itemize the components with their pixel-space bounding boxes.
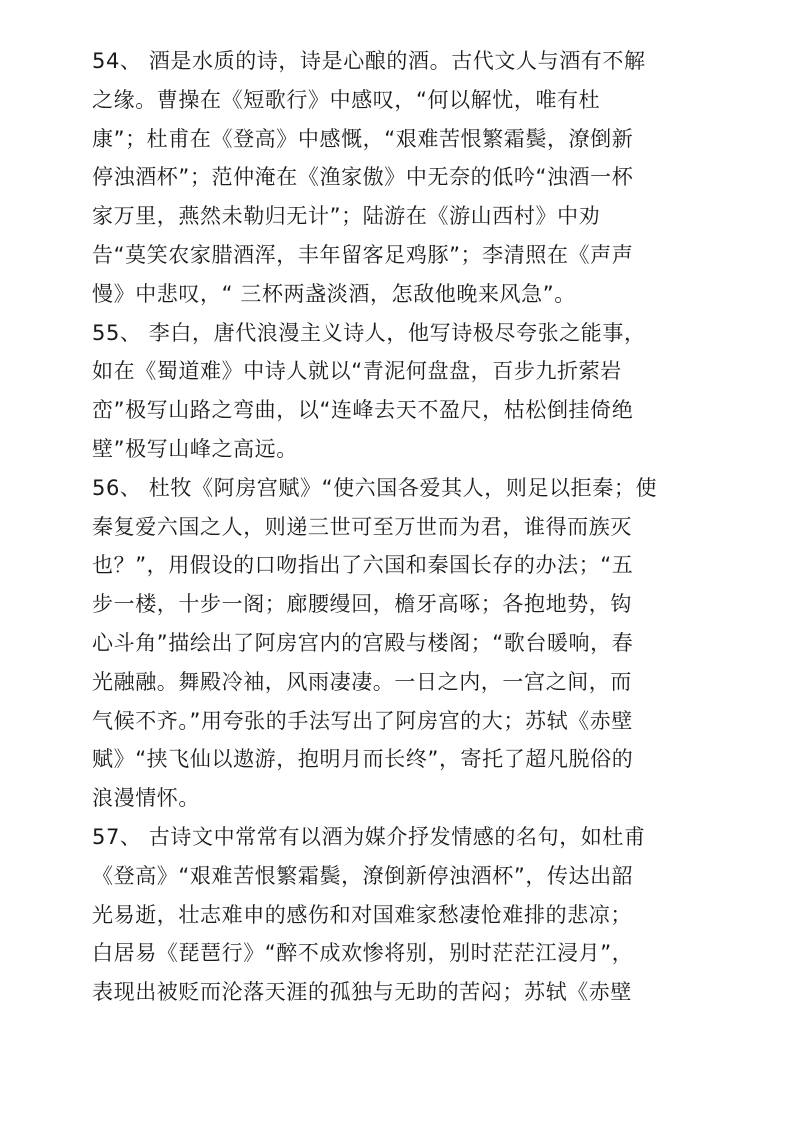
text-line: 秦复爱六国之人，则递三世可至万世而为君，谁得而族灭 xyxy=(92,514,632,539)
document-page xyxy=(92,42,712,1012)
text-line: 表现出被贬而沦落天涯的孤独与无助的苦闷；苏轼《赤壁 xyxy=(92,980,632,1005)
text-line: 浪漫情怀。 xyxy=(92,786,200,811)
text-line: 光易逝，壮志难申的感伤和对国难家愁凄怆难排的悲凉； xyxy=(92,902,632,927)
text-line: 也？”，用假设的口吻指出了六国和秦国长存的办法；“五 xyxy=(92,553,634,578)
text-line: 《登高》“艰难苦恨繁霜鬓，潦倒新停浊酒杯”，传达出韶 xyxy=(92,863,634,888)
text-line: 步一楼，十步一阁；廊腰缦回，檐牙高啄；各抱地势，钩 xyxy=(92,592,632,617)
text-line: 停浊酒杯”；范仲淹在《渔家傲》中无奈的低吟“浊酒一杯 xyxy=(92,165,634,190)
text-line: 56、 杜牧《阿房宫赋》“使六国各爱其人，则足以拒秦；使 xyxy=(92,475,658,500)
text-line: 告“莫笑农家腊酒浑，丰年留客足鸡豚”；李清照在《声声 xyxy=(92,242,634,267)
text-line: 如在《蜀道难》中诗人就以“青泥何盘盘，百步九折萦岩 xyxy=(92,359,622,384)
text-line: 白居易《琵琶行》“醉不成欢惨将别，别时茫茫江浸月”， xyxy=(92,941,634,966)
text-line: 峦”极写山路之弯曲，以“连峰去天不盈尺，枯松倒挂倚绝 xyxy=(92,398,634,423)
text-line: 57、 古诗文中常常有以酒为媒介抒发情感的名句，如杜甫 xyxy=(92,824,646,849)
text-line: 心斗角”描绘出了阿房宫内的宫殿与楼阁；“歌台暖响，春 xyxy=(92,630,634,655)
text-line: 康”；杜甫在《登高》中感慨，“艰难苦恨繁霜鬓，潦倒新 xyxy=(92,126,634,151)
text-line: 赋》“挟飞仙以遨游，抱明月而长终”，寄托了超凡脱俗的 xyxy=(92,747,634,772)
text-line: 55、 李白，唐代浪漫主义诗人，他写诗极尽夸张之能事， xyxy=(92,320,646,345)
text-line: 光融融。舞殿冷袖，风雨凄凄。一日之内，一宫之间，而 xyxy=(92,669,632,694)
text-line: 家万里，燕然未勒归无计”；陆游在《游山西村》中劝 xyxy=(92,204,601,229)
text-line: 壁”极写山峰之高远。 xyxy=(92,436,298,461)
text-line: 54、 酒是水质的诗，诗是心酿的酒。古代文人与酒有不解 xyxy=(92,49,646,73)
text-line: 慢》中悲叹，“ 三杯两盏淡酒，怎敌他晚来风急”。 xyxy=(92,281,576,306)
text-line: 气候不齐。”用夸张的手法写出了阿房宫的大；苏轼《赤壁 xyxy=(92,708,633,733)
text-line: 之缘。曹操在《短歌行》中感叹，“何以解忧，唯有杜 xyxy=(92,87,601,112)
